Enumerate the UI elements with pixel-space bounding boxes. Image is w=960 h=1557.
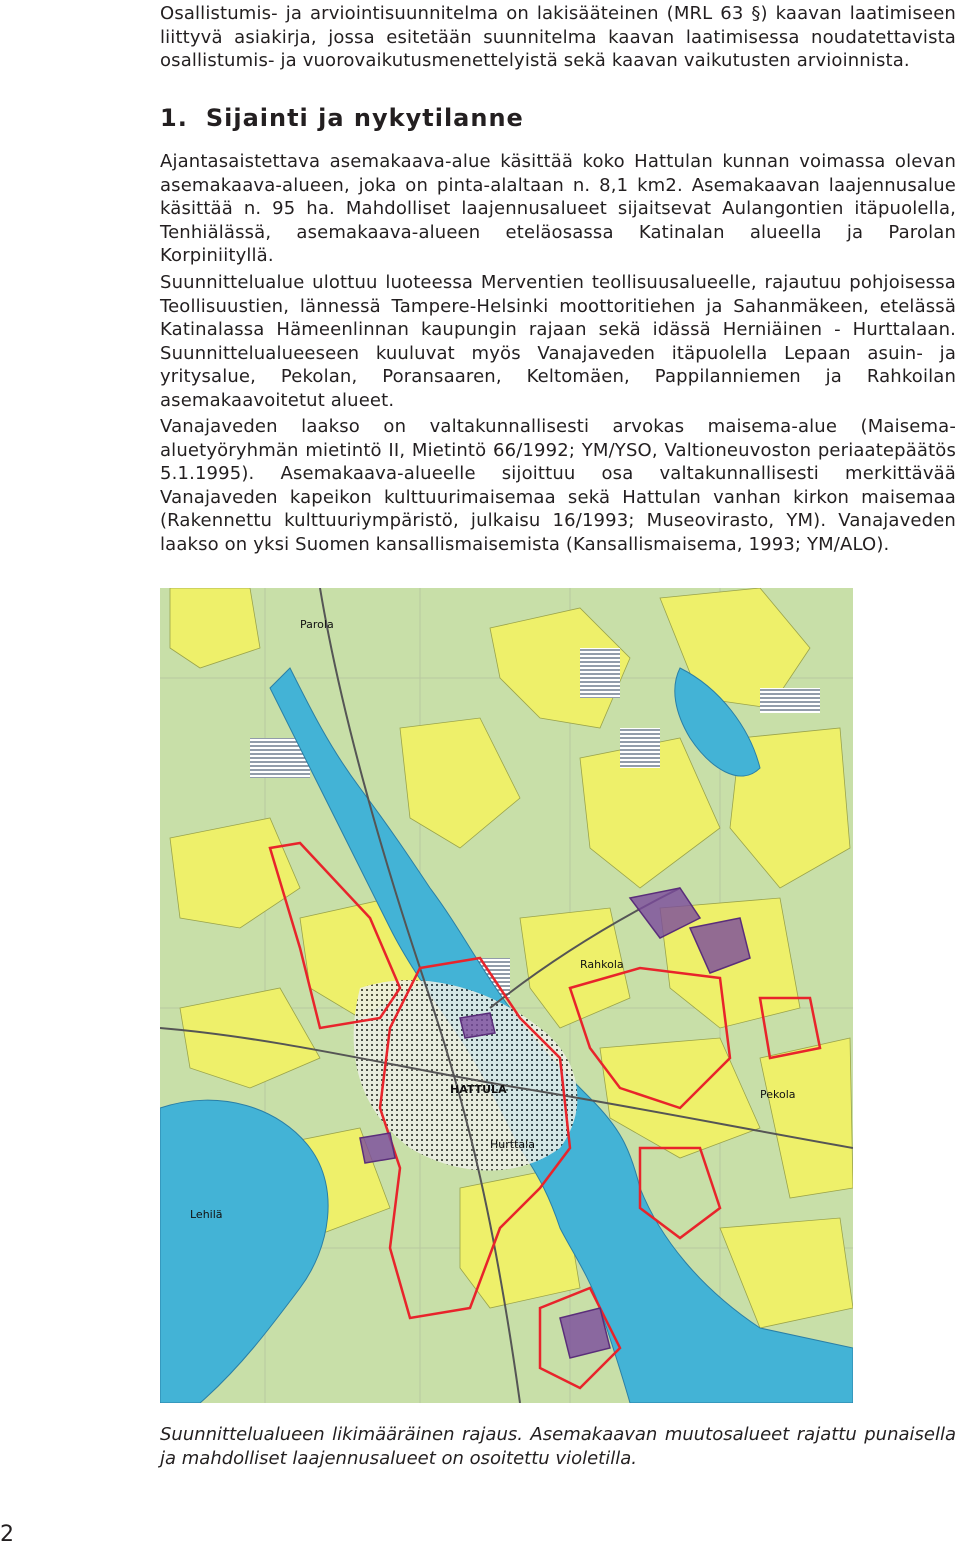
label-rahkola: Rahkola [580,958,624,971]
section-title: Sijainti ja nykytilanne [205,104,524,132]
paragraph-3 [160,415,956,557]
paragraph-2 [160,271,956,413]
caption-text: Suunnittelualueen likimääräinen rajaus. Asemakaavan muutosalueet rajattu punaisella ja mahdolliset laajennusalueet on osoitettu violetilla. [160,1424,956,1469]
paragraph-text: Ajantasaistettava asemakaava-alue käsittää koko Hattulan kunnan voimassa olevan asemakaava-alueen, joka on pinta-alaltaan n. 8,1 km2. Asemakaavan laajennusalue käsittää n. 95 ha. Mahdolliset laajennusalueet sijaitsevat Aulangontien itäpuolella, Tenhiälässä, asemakaava-alueen eteläosassa Katinalan alueella ja Parolan Korpiniityllä. [160,151,956,267]
map-caption [160,1423,956,1470]
label-hurttala: Hurttala [490,1138,535,1151]
section-heading [160,104,956,132]
paragraph-text: Suunnittelualue ulottuu luoteessa Merventien teollisuusalueelle, rajautuu pohjoisessa Teollisuustien, lännessä Tampere-Helsinki moottoritiehen ja Sahanmäkeen, etelässä Katinalassa Hämeenlinnan kaupungin rajaan sekä idässä Herniäinen - Hurttalaan. Suunnittelualueeseen kuuluvat myös Vanajaveden itäpuolella Lepaan asuin- ja yritysalue, Pekolan, Poransaaren, Keltomäen, Pappilanniemen ja Rahkoilan asemakaavoitetut alueet. [160,272,956,411]
paragraph-text: Vanajaveden laakso on valtakunnallisesti arvokas maisema-alue (Maisema-aluetyöryhmän mietintö II, Mietintö 66/1992; YM/YSO, Valtioneuvoston periaatepäätös 5.1.1995). Asemakaava-alueelle sijoittuu osa valtakunnallisesti merkittävää Vanajaveden kapeikon kulttuurimaisemaa sekä Hattulan vanhan kirkon maisemaa (Rakennettu kulttuuriympäristö, julkaisu 16/1993; Museovirasto, YM). Vanajaveden laakso on yksi Suomen kansallismaisemista (Kansallismaisema, 1993; YM/ALO). [160,416,956,555]
planning-area-map [160,588,853,1403]
label-hattula: HATTULA [450,1083,507,1096]
page-number: 2 [0,1522,14,1547]
map-graphic [160,588,853,1403]
intro-text: Osallistumis- ja arviointisuunnitelma on lakisääteinen (MRL 63 §) kaavan laatimiseen liittyvä asiakirja, jossa esitetään suunnitelma kaavan laatimisessa noudatettavista osallistumis- ja vuorovaikutusmenettelyistä sekä kaavan vaikutusten arvioinnista. [160,3,956,72]
paragraph-1 [160,150,956,268]
intro-paragraph [160,2,956,73]
label-pekola: Pekola [760,1088,796,1101]
section-number: 1. [160,104,188,132]
label-parola: Parola [300,618,334,631]
label-lehila: Lehilä [190,1208,223,1221]
